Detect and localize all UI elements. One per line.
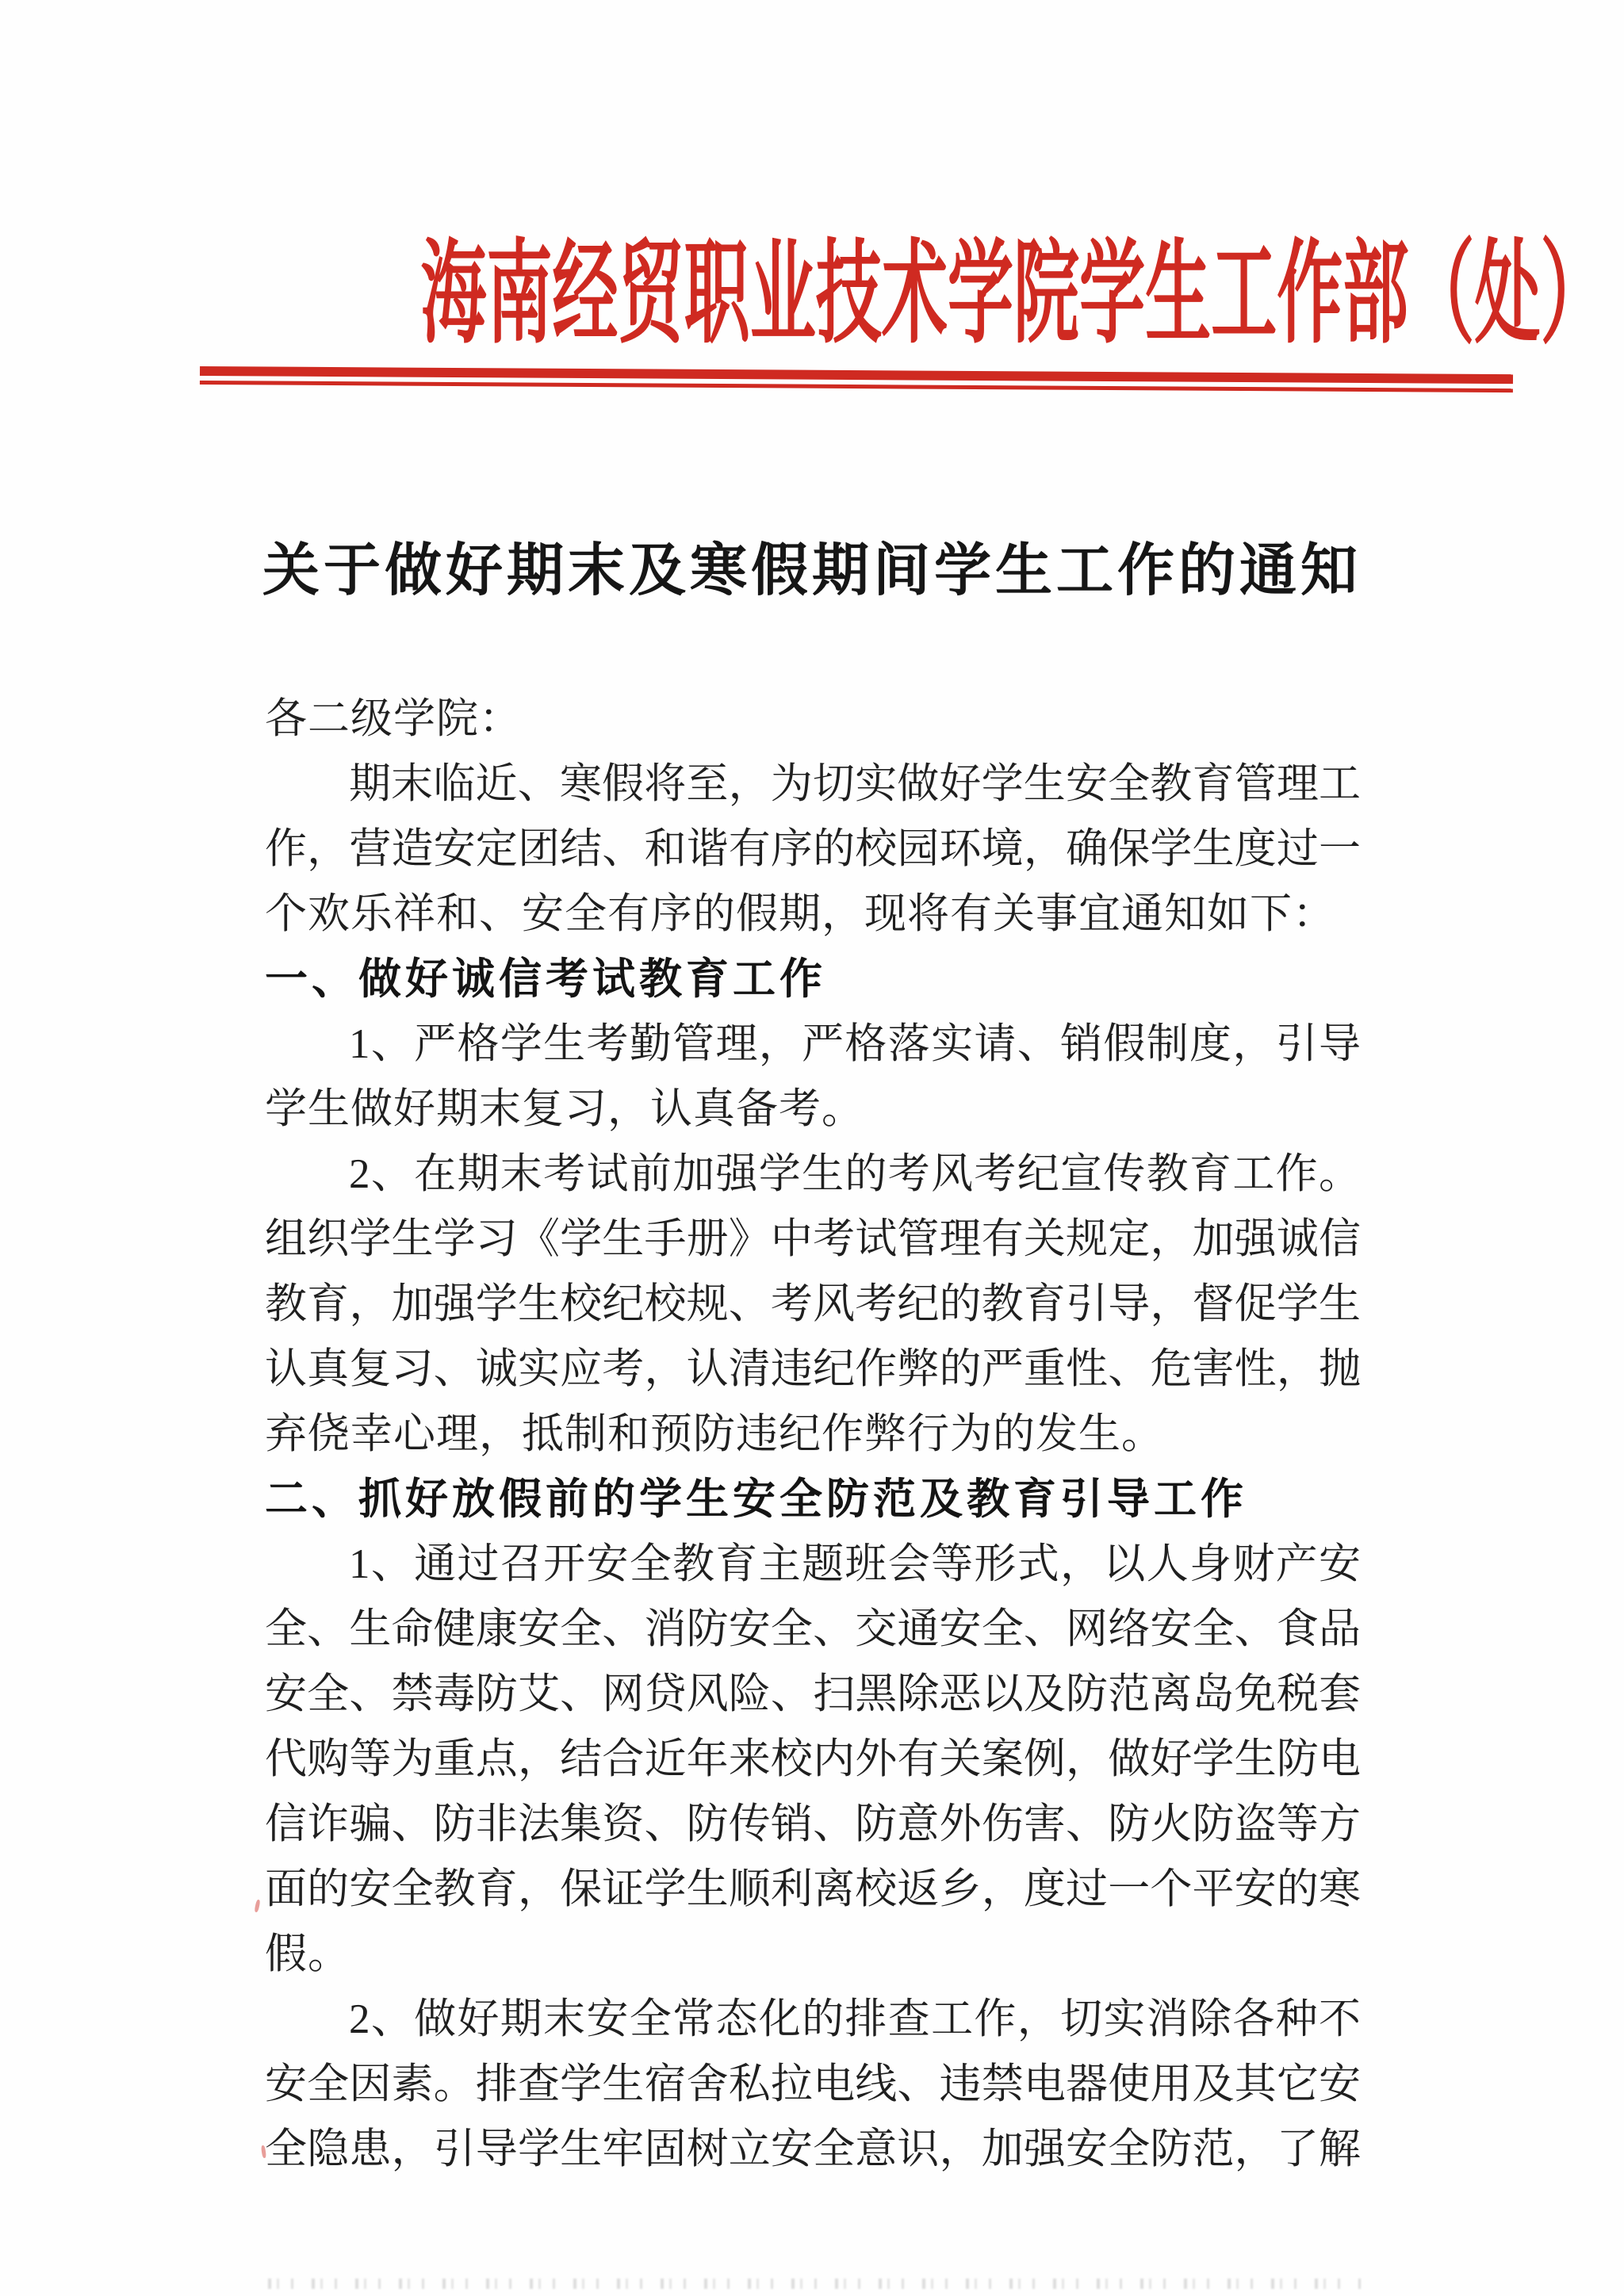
letterhead [0, 232, 1624, 357]
body-line: 弃侥幸心理，抵制和预防违纪作弊行为的发生。 [265, 1411, 1164, 1457]
section-heading: 一、做好诚信考试教育工作 [265, 955, 826, 1003]
body-line: 全隐患，引导学生牢固树立安全意识，加强安全防范，了解 [265, 2126, 1361, 2172]
letterhead-org-name: 海南经贸职业技术学院学生工作部（处） [420, 232, 1607, 357]
body-line: 2、在期末考试前加强学生的考风考纪宣传教育工作。 [349, 1151, 1361, 1197]
body-line: 1、严格学生考勤管理，严格落实请、销假制度，引导 [349, 1021, 1361, 1067]
body-line: 全、生命健康安全、消防安全、交通安全、网络安全、食品 [265, 1606, 1361, 1652]
body-line: 假。 [265, 1931, 350, 1977]
body-line: 信诈骗、防非法集资、防传销、防意外伤害、防火防盗等方 [265, 1801, 1361, 1847]
body-line: 认真复习、诚实应考，认清违纪作弊的严重性、危害性，抛 [265, 1346, 1361, 1392]
body-line: 教育，加强学生校纪校规、考风考纪的教育引导，督促学生 [265, 1281, 1361, 1327]
clipped-next-line [268, 2279, 1361, 2289]
body-line: 期末临近、寒假将至，为切实做好学生安全教育管理工 [349, 761, 1361, 807]
body-line: 作，营造安定团结、和谐有序的校园环境，确保学生度过一 [265, 826, 1361, 872]
body-line: 学生做好期末复习，认真备考。 [265, 1086, 864, 1132]
body-line: 2、做好期末安全常态化的排查工作，切实消除各种不 [349, 1996, 1361, 2042]
body-line: 组织学生学习《学生手册》中考试管理有关规定，加强诚信 [265, 1216, 1361, 1262]
document-body [265, 687, 1361, 2182]
letterhead-divider [200, 366, 1513, 392]
body-line: 代购等为重点，结合近年来校内外有关案例，做好学生防电 [265, 1736, 1361, 1782]
body-line: 个欢乐祥和、安全有序的假期，现将有关事宜通知如下： [265, 891, 1335, 937]
body-line: 1、通过召开安全教育主题班会等形式，以人身财产安 [349, 1541, 1361, 1587]
body-line: 面的安全教育，保证学生顺利离校返乡，度过一个平安的寒 [265, 1866, 1361, 1912]
body-line: 各二级学院： [265, 696, 522, 742]
section-heading: 二、抓好放假前的学生安全防范及教育引导工作 [265, 1475, 1247, 1523]
body-line: 安全、禁毒防艾、网贷风险、扫黑除恶以及防范离岛免税套 [265, 1671, 1361, 1717]
document-title: 关于做好期末及寒假期间学生工作的通知 [262, 539, 1362, 603]
scan-speck [254, 1900, 260, 1913]
body-line: 安全因素。排查学生宿舍私拉电线、违禁电器使用及其它安 [265, 2061, 1361, 2107]
